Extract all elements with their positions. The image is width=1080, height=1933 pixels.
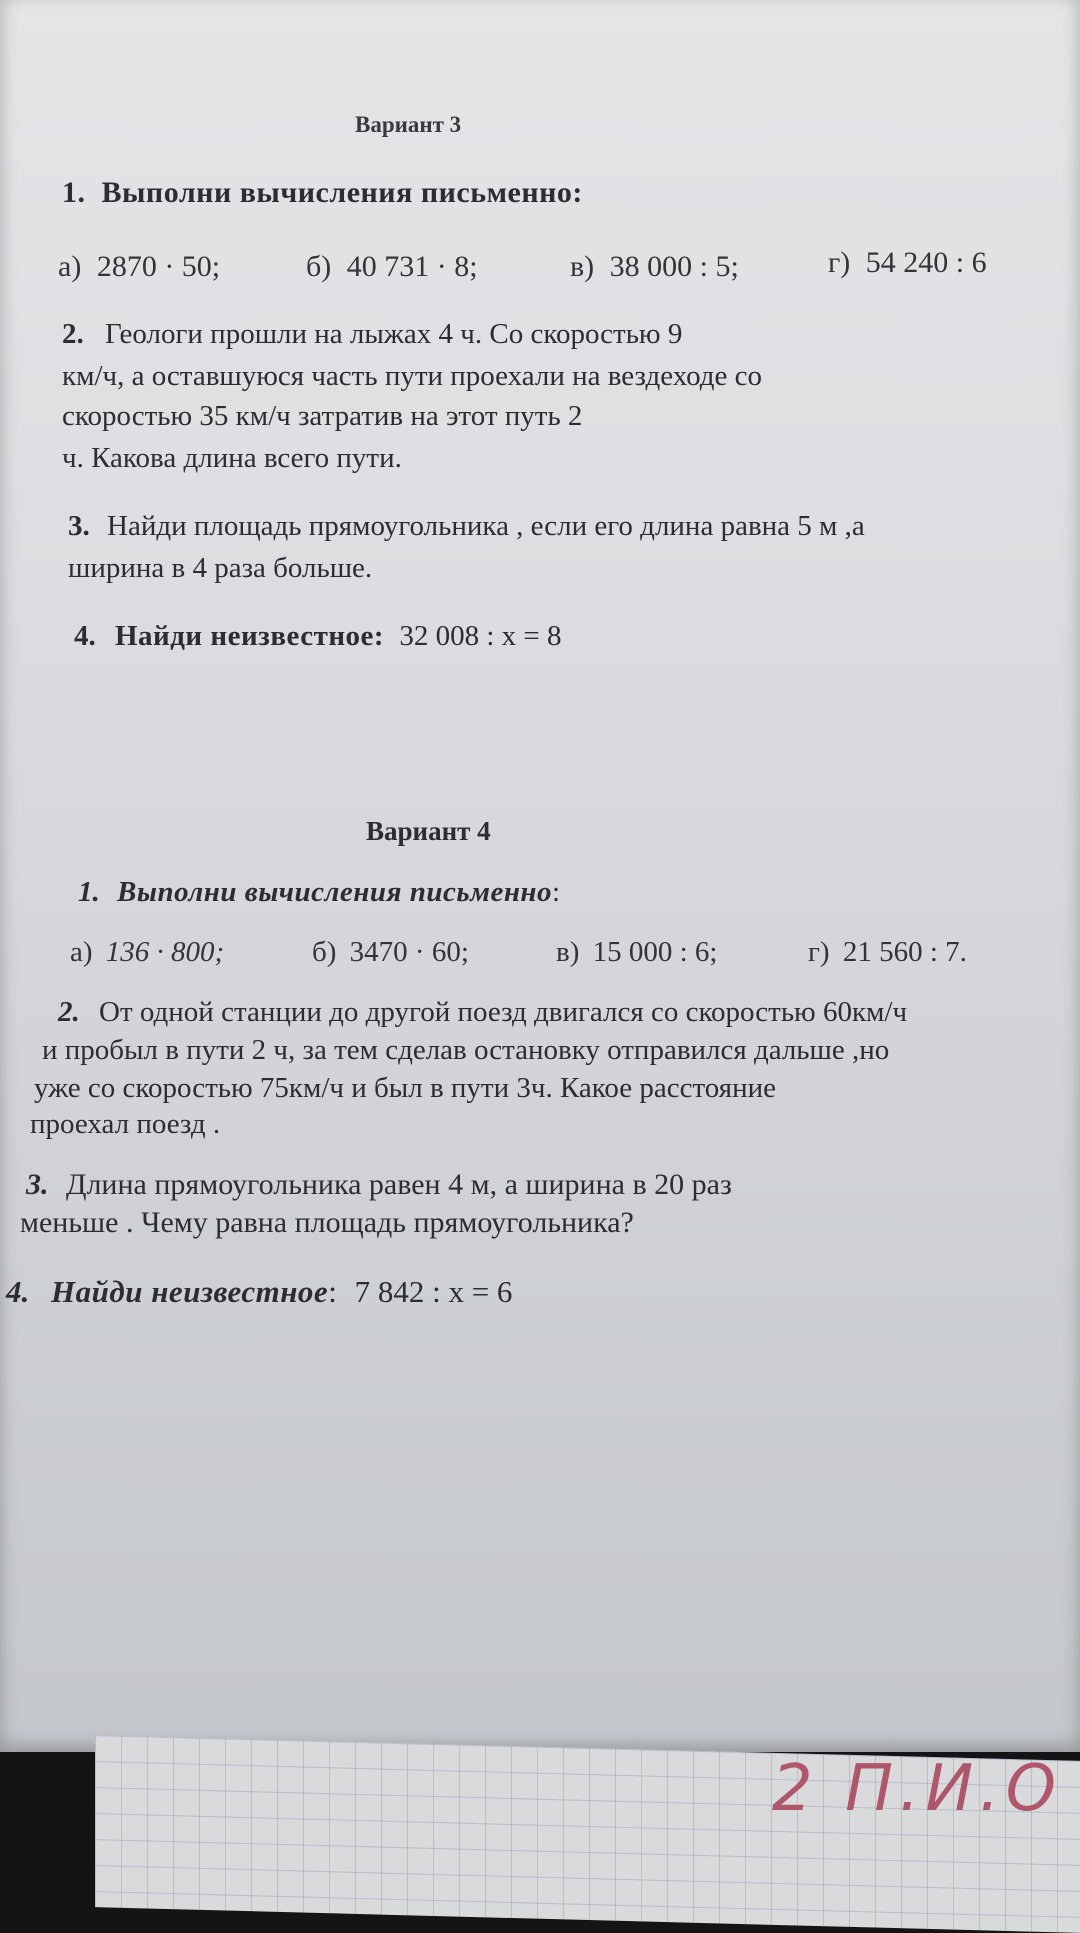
variant3-title: Вариант 3 — [355, 112, 462, 137]
v3-task1-heading — [62, 176, 583, 210]
v4-task1-heading — [78, 876, 560, 909]
v4-task3-line1: 3. Длина прямоугольника равен 4 м, а ширина в 20 раз — [26, 1168, 732, 1201]
v4-item-g: г) 21 560 : 7. — [808, 936, 967, 968]
variant4-title: Вариант 4 — [366, 816, 491, 846]
v3-item-a: а) 2870 · 50; — [58, 250, 221, 283]
v3-item-g: г) 54 240 : 6 — [828, 246, 987, 279]
v3-task2-line2: км/ч, а оставшуюся часть пути проехали на вездеходе со — [62, 360, 763, 392]
v4-task4 — [6, 1274, 512, 1310]
v3-task1-number: 1. — [62, 176, 86, 209]
v3-item-b: б) 40 731 · 8; — [306, 250, 478, 283]
v4-task4-label: Найди неизвестное — [51, 1274, 329, 1309]
v3-task1-text: Выполни вычисления письменно: — [101, 176, 583, 209]
v3-item-v: в) 38 000 : 5; — [570, 250, 739, 283]
v4-task4-colon: : — [328, 1274, 337, 1309]
v3-task3-line2: ширина в 4 раза больше. — [68, 552, 373, 584]
v4-task2-line1: 2. От одной станции до другой поезд двигался со скоростью 60км/ч — [58, 996, 908, 1028]
v3-task3-line1: 3. Найди площадь прямоугольника , если его длина равна 5 м ,а — [68, 510, 865, 542]
v3-task2-line3: скоростью 35 км/ч затратив на этот путь 2 — [62, 400, 583, 432]
v4-task1-text: Выполни вычисления письменно — [117, 876, 553, 908]
v4-item-v: в) 15 000 : 6; — [556, 936, 718, 968]
v4-task2-line4: проехал поезд . — [30, 1108, 221, 1140]
v4-item-a: а) 136 · 800; — [70, 936, 225, 968]
v3-task4 — [74, 620, 562, 653]
handwritten-note: 2 П.И.О — [771, 1752, 1062, 1826]
v3-task4-equation: 32 008 : х = 8 — [399, 620, 562, 652]
v4-item-b: б) 3470 · 60; — [312, 936, 469, 968]
v4-task1-colon: : — [552, 876, 561, 908]
v4-task2-line2: и пробыл в пути 2 ч, за тем сделав остановку отправился дальше ,но — [42, 1034, 890, 1066]
v3-task2-line4: ч. Какова длина всего пути. — [62, 442, 402, 474]
v3-task2-line1: 2. Геологи прошли на лыжах 4 ч. Со скоростью 9 — [62, 318, 683, 350]
v4-task1-number: 1. — [78, 876, 100, 908]
v4-task4-number: 4. — [6, 1274, 30, 1309]
v4-task3-line2: меньше . Чему равна площадь прямоугольника? — [20, 1206, 634, 1239]
v3-task4-label: Найди неизвестное: — [115, 620, 385, 652]
v3-task4-number: 4. — [74, 620, 96, 652]
v4-task4-equation: 7 842 : х = 6 — [354, 1274, 513, 1309]
v4-task2-line3: уже со скоростью 75км/ч и был в пути 3ч. Какое расстояние — [34, 1072, 776, 1104]
